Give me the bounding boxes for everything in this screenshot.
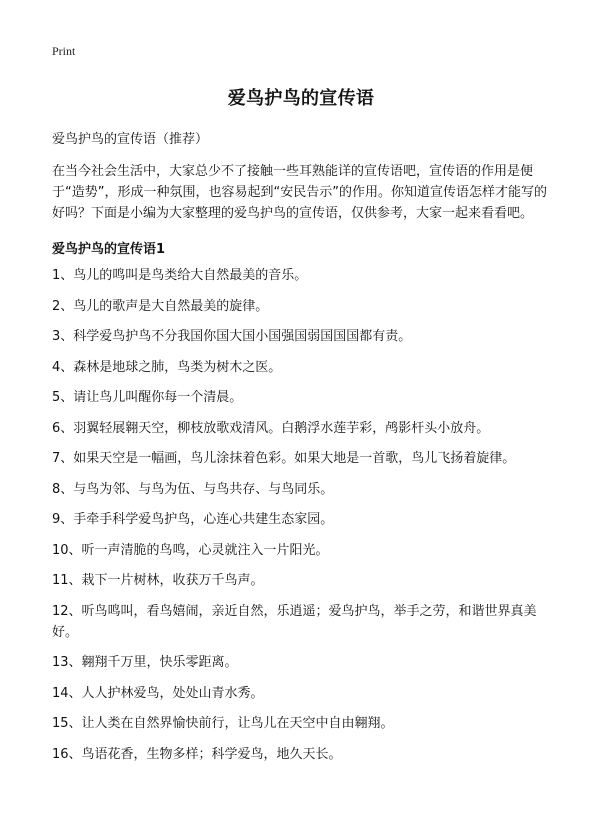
- list-item: 12、听鸟鸣叫，看鸟嬉闹，亲近自然，乐逍遥；爱鸟护鸟，举手之劳，和谐世界真美好。: [52, 603, 537, 640]
- intro-paragraph: 在当今社会生活中，大家总少不了接触一些耳熟能详的宣传语吧，宣传语的作用是便于“造势”，形成一种氛围，也容易起到“安民告示”的作用。你知道宣传语怎样才能写的好吗？下面是小编为大家整理的爱鸟护鸟的宣传语，仅供参考，大家一起来看看吧。: [52, 164, 547, 221]
- list-item: 6、羽翼轻展翱天空，柳枝放歌戏清风。白鹅浮水莲芋彩，鸬影杆头小放舟。: [52, 420, 490, 436]
- list-item: 16、鸟语花香，生物多样；科学爱鸟，地久天长。: [52, 746, 342, 762]
- list-item: 11、栽下一片树林，收获万千鸟声。: [52, 573, 264, 588]
- list-item: 7、如果天空是一幅画，鸟儿涂抹着色彩。如果大地是一首歌，鸟儿飞扬着旋律。: [52, 451, 516, 466]
- list-item: 8、与鸟为邻、与鸟为伍、与鸟共存、与鸟同乐。: [52, 481, 334, 497]
- list-item: 14、人人护林爱鸟，处处山青水秀。: [52, 685, 264, 701]
- document-title: 爱鸟护鸟的宣传语: [227, 88, 375, 109]
- list-item: 13、翱翔千万里，快乐零距离。: [52, 655, 238, 670]
- list-item: 2、鸟儿的歌声是大自然最美的旋律。: [52, 298, 269, 314]
- print-label[interactable]: Print: [52, 44, 76, 58]
- list-item: 15、让人类在自然界愉快前行，让鸟儿在天空中自由翱翔。: [52, 716, 394, 731]
- section-heading: 爱鸟护鸟的宣传语1: [52, 242, 166, 257]
- list-item: 10、听一声清脆的鸟鸣，心灵就注入一片阳光。: [52, 542, 329, 558]
- slogan-list: [52, 265, 550, 765]
- list-item: 1、鸟儿的鸣叫是鸟类给大自然最美的音乐。: [52, 268, 308, 283]
- list-item: 3、科学爱鸟护鸟不分我国你国大国小国强国弱国国国都有责。: [52, 329, 412, 344]
- list-item: 4、森林是地球之肺，鸟类为树木之医。: [52, 359, 282, 375]
- document-subtitle: 爱鸟护鸟的宣传语（推荐）: [52, 132, 209, 147]
- list-item: 5、请让鸟儿叫醒你每一个清晨。: [52, 390, 243, 405]
- list-item: 9、手牵手科学爱鸟护鸟，心连心共建生态家园。: [52, 512, 334, 527]
